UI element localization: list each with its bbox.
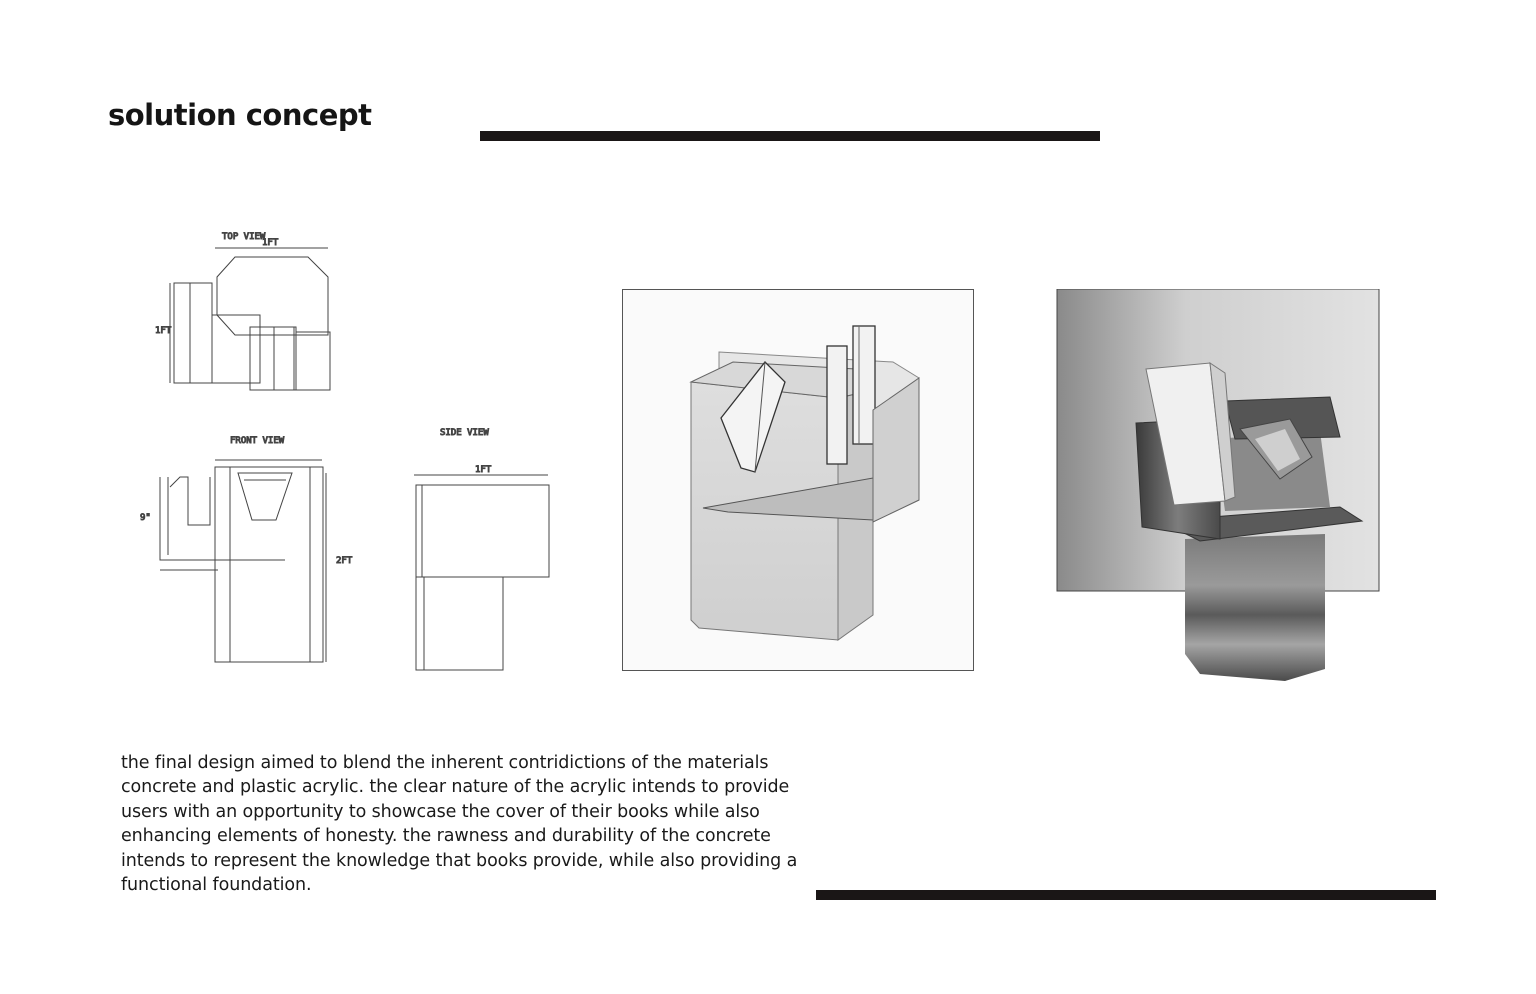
side-view-label: SIDE VIEW [440, 428, 489, 438]
bottom-divider-bar [816, 890, 1436, 900]
prototype-photo [1050, 289, 1386, 681]
front-view-depth-dimension: 9" [140, 513, 151, 523]
description-paragraph: the final design aimed to blend the inherent contridictions of the materials concrete and plastic acrylic. the clear nature of the acrylic intends to provide users with an opportunity to showcase the cover of their books while also enhancing elements of honesty. the rawness and durability of the concrete intends to represent the knowledge that books provide, while also providing a functional foundation. [121, 753, 798, 896]
front-view-label: FRONT VIEW [230, 436, 285, 446]
top-view-side-dimension: 1FT [155, 326, 172, 336]
render-image-frame [622, 289, 974, 671]
acrylic-concrete-render [623, 290, 973, 670]
top-view-label: TOP VIEW [222, 232, 266, 242]
page-title: solution concept [108, 98, 372, 132]
side-view-dimension: 1FT [475, 465, 492, 475]
top-divider-bar [480, 131, 1100, 141]
top-view-dimension: 1FT [262, 238, 279, 248]
orthographic-sketches [140, 215, 580, 685]
front-view-height-dimension: 2FT [336, 556, 353, 566]
